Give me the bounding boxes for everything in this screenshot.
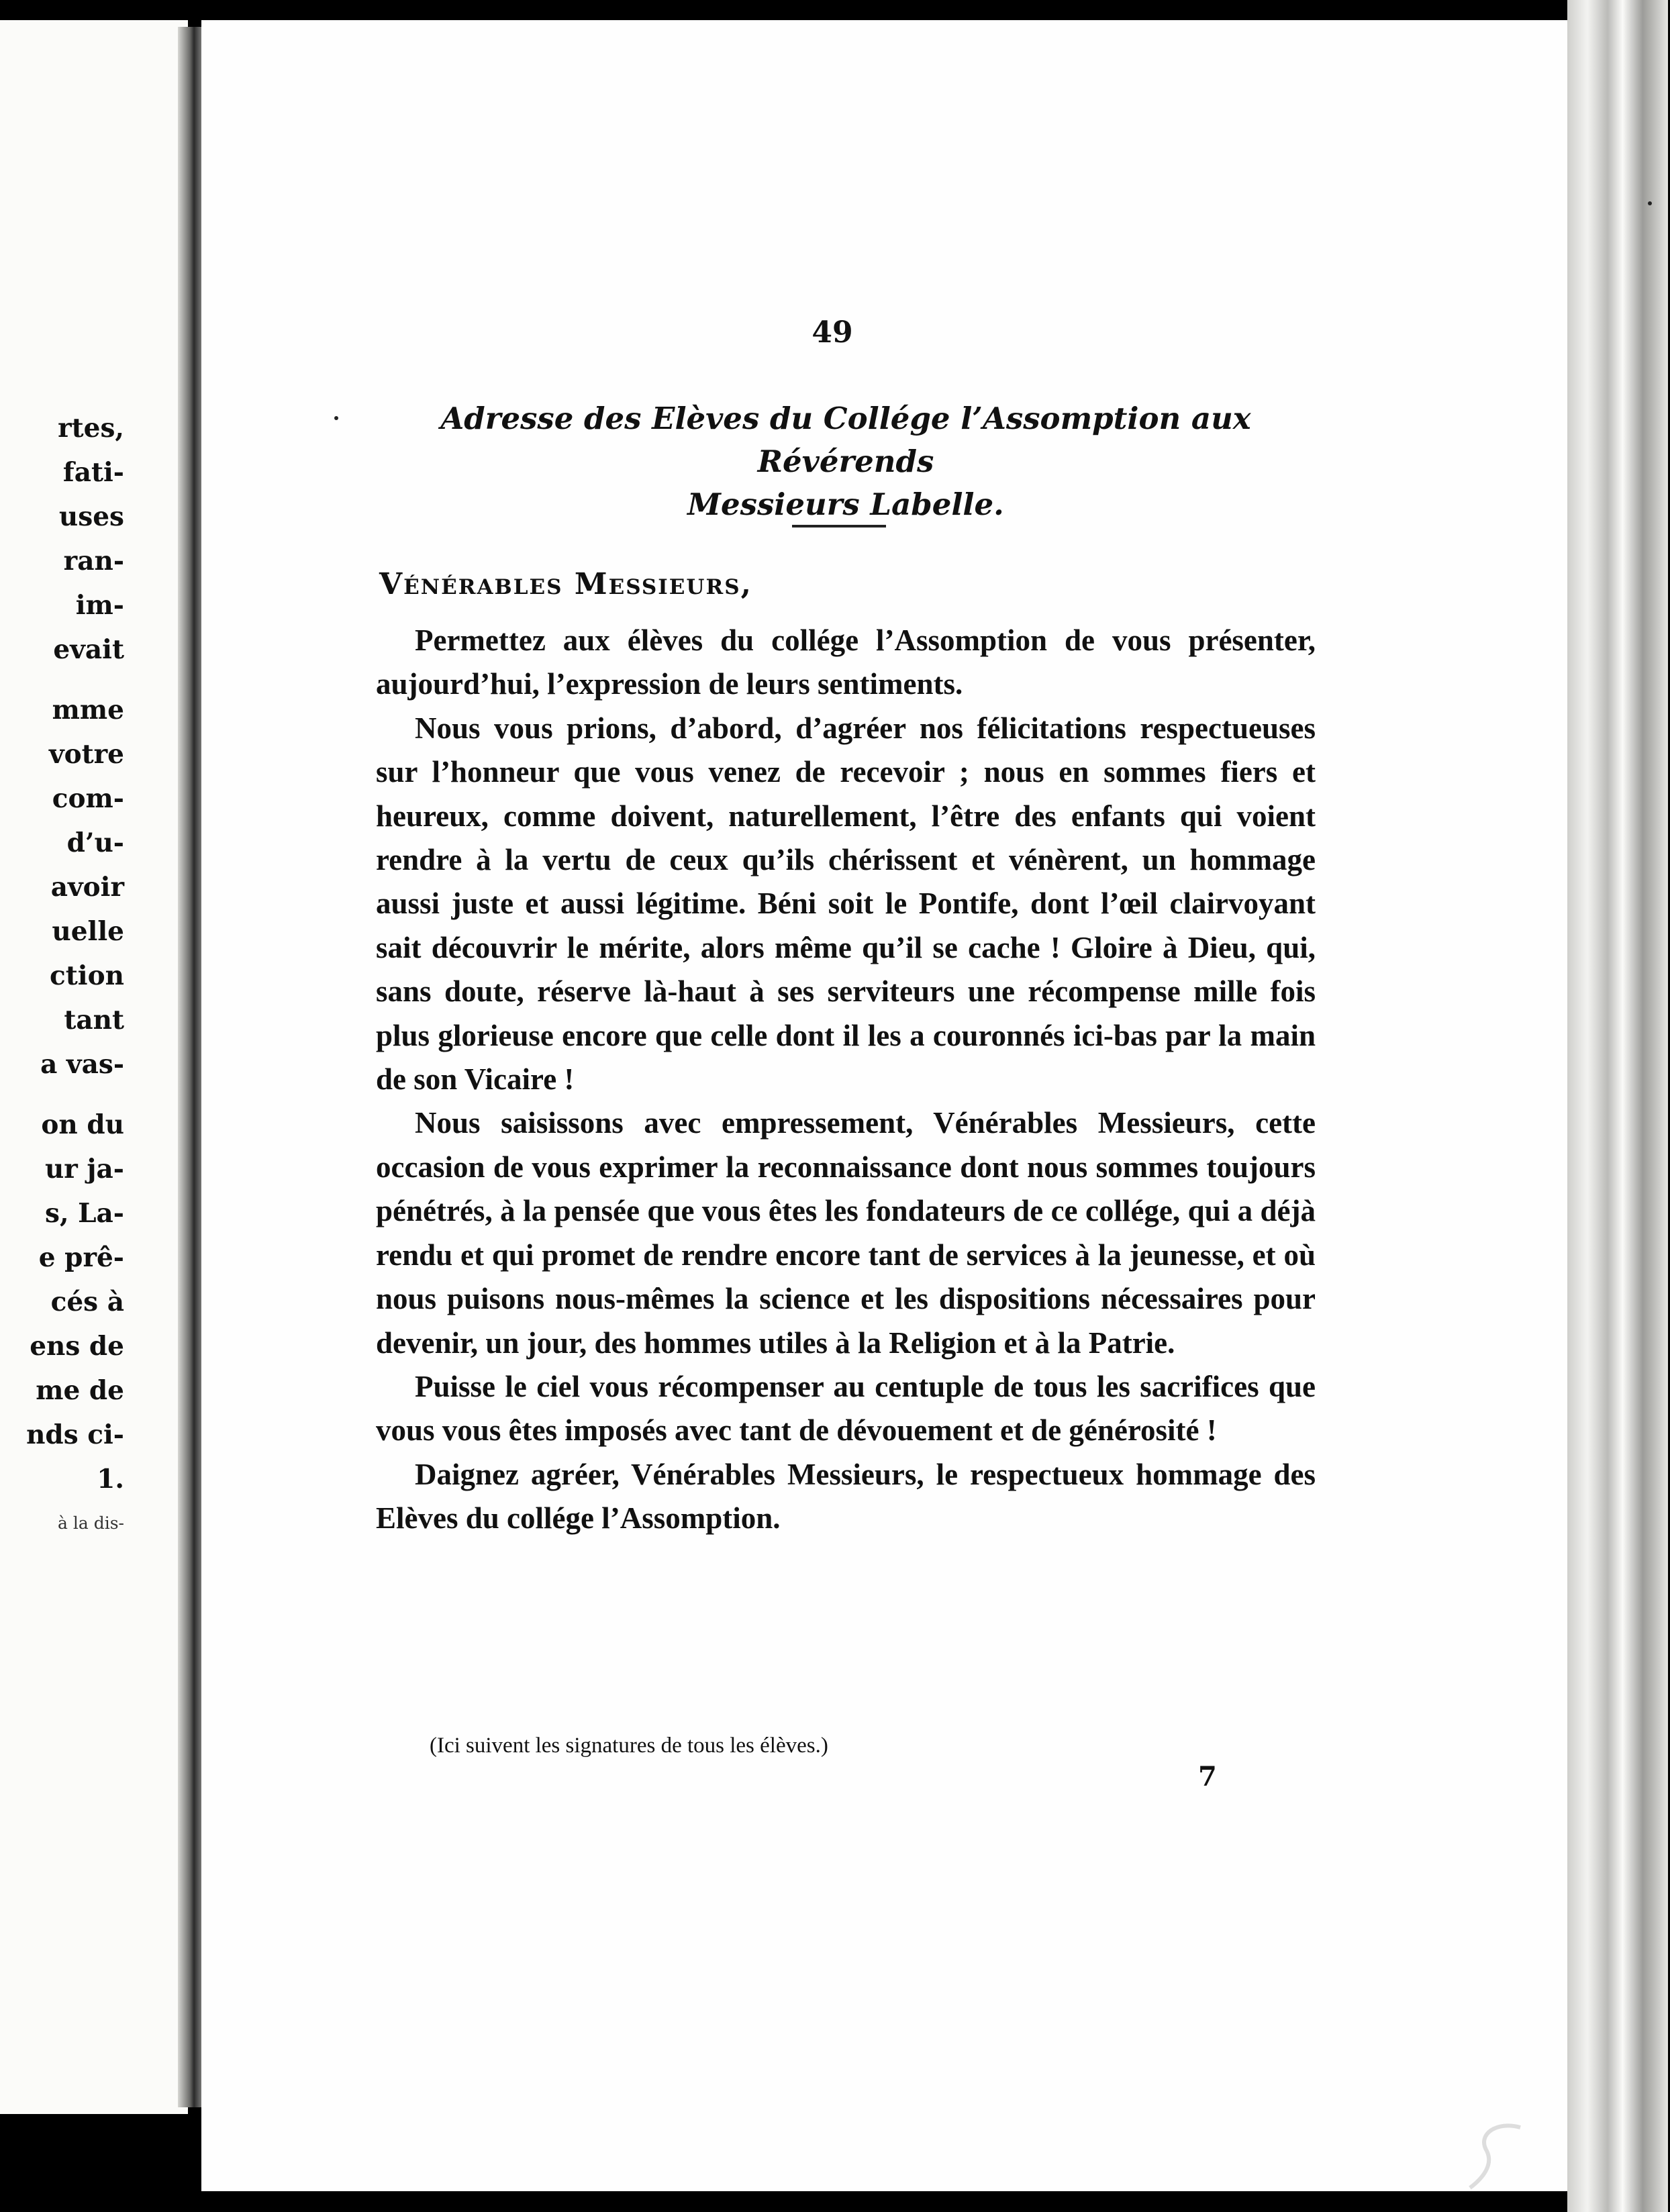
- left-fragment: ens de: [30, 1331, 124, 1362]
- paragraph: Nous saisissons avec empressement, Vénérables Messieurs, cette occasion de vous exprimer la reconnaissance dont nous sommes toujours pénétrés, à la pensée que vous êtes les fondateurs de ce collége, qui a déjà rendu et qui promet de rendre encore tant de services à la jeunesse, et où nous puisons nous-mêmes la science et les dispositions nécessaires pour devenir, un jour, des hommes utiles à la Religion et à la Patrie.: [376, 1106, 1316, 1360]
- left-fragment: tant: [64, 1005, 124, 1036]
- paragraph: Puisse le ciel vous récompenser au centuple de tous les sacrifices que vous vous êtes imposés avec tant de dévouement et de générosité !: [376, 1369, 1316, 1448]
- left-fragment: on du: [41, 1109, 124, 1140]
- left-fragment: evait: [53, 634, 124, 665]
- left-fragment: ur ja-: [44, 1154, 124, 1185]
- left-fragment: e prê-: [38, 1242, 124, 1273]
- paragraph: Nous vous prions, d’abord, d’agréer nos félicitations respectueuses sur l’honneur que vous venez de recevoir ; nous en sommes fiers et heureux, comme doivent, naturellement, l’être des enfants qui voient rendre à la vertu de ceux qu’ils chérissent et vénèrent, un hommage aussi juste et aussi légitime. Béni soit le Pontife, dont l’œil clairvoyant sait découvrir le mérite, alors même qu’il se cache ! Gloire à Dieu, qui, sans doute, réserve là-haut à ses serviteurs une récompense mille fois plus glorieuse encore que celle dont il les a couronnés ici-bas par la main de son Vicaire !: [376, 711, 1316, 1097]
- left-fragment: com-: [52, 783, 124, 814]
- left-fragment: 1.: [97, 1464, 124, 1495]
- left-fragment: d’u-: [66, 827, 124, 858]
- left-fragment: nds ci-: [26, 1419, 124, 1450]
- speck: [1648, 201, 1652, 205]
- heading-rule: [792, 525, 886, 527]
- left-fragment: s, La-: [45, 1198, 124, 1229]
- page-number: 49: [812, 315, 853, 350]
- left-fragment: im-: [75, 590, 124, 621]
- scan-corner-mark: [1457, 2114, 1537, 2195]
- speck: [334, 416, 338, 420]
- left-fragment: uelle: [52, 916, 124, 947]
- left-fragment: rtes,: [58, 413, 124, 444]
- left-fragment: me de: [36, 1375, 124, 1406]
- scan-top-border: [0, 0, 1670, 20]
- page-edge: [1567, 0, 1668, 2212]
- page-title: [362, 397, 1329, 526]
- body-text: [376, 619, 1316, 1541]
- salutation: Vénérables Messieurs,: [379, 567, 752, 601]
- footnote: (Ici suivent les signatures de tous les élèves.): [430, 1733, 828, 1758]
- paragraph: Daignez agréer, Vénérables Messieurs, le respectueux hommage des Elèves du collége l’Assomption.: [376, 1457, 1316, 1536]
- left-fragment: à la dis-: [58, 1513, 124, 1533]
- left-fragment: uses: [58, 501, 124, 532]
- left-fragment: avoir: [50, 872, 124, 903]
- left-fragment: a vas-: [40, 1049, 124, 1080]
- paragraph: Permettez aux élèves du collége l’Assomption de vous présenter, aujourd’hui, l’expression de leurs sentiments.: [376, 623, 1316, 701]
- left-fragment: ction: [50, 960, 124, 991]
- title-line: Adresse des Elèves du Collége l’Assomption aux Révérends: [440, 401, 1251, 479]
- book-gutter: [178, 27, 205, 2107]
- left-page: [0, 20, 188, 2114]
- left-fragment: mme: [52, 695, 124, 725]
- left-fragment: cés à: [50, 1287, 124, 1317]
- left-fragment: fati-: [62, 457, 124, 488]
- left-fragment: votre: [48, 739, 124, 770]
- signature-mark: 7: [1198, 1761, 1217, 1793]
- title-line: Messieurs Labelle.: [687, 487, 1004, 522]
- left-fragment: ran-: [63, 546, 124, 576]
- left-page-text-fragments: [0, 406, 124, 1546]
